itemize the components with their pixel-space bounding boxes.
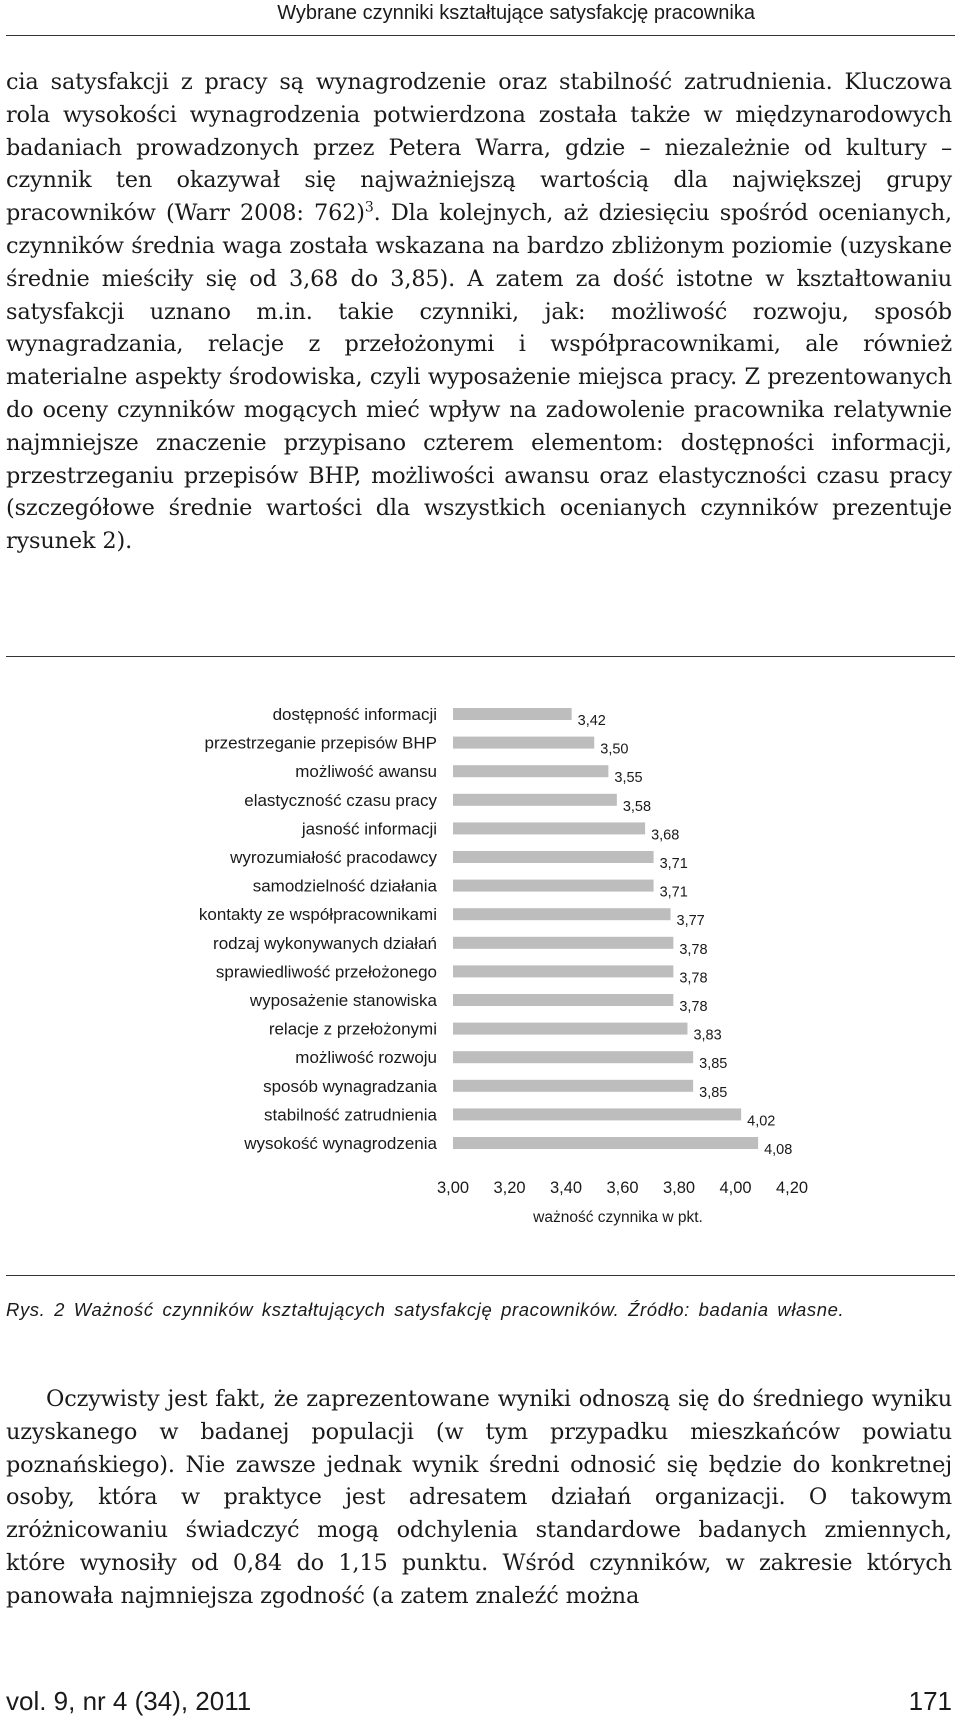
paragraph-1-text: cia satysfakcji z pracy są wynagrodzenie oraz stabilność zatrudnienia. Kluczowa rola wysokości wynagrodzenia potwierdzona została także w międzynarodowych badaniach prowadzonych przez Petera Warra, gdzie – niezależnie od kultury – czynnik ten okazywał się najważniejszą wartością dla największej grupy pracowników (Warr 2008: 762) (6, 69, 952, 227)
category-label: wyrozumiałość pracodawcy (230, 848, 437, 867)
chart-x-ticks (437, 1179, 808, 1197)
running-head: Wybrane czynniki kształtujące satysfakcję pracownika (277, 2, 755, 24)
x-tick-label: 3,00 (436, 1179, 470, 1197)
data-label: 3,78 (679, 941, 708, 958)
chart-category-labels (199, 705, 438, 1153)
bar (453, 880, 654, 892)
bar (453, 1080, 693, 1092)
data-label: 4,08 (764, 1142, 793, 1158)
category-label: sposób wynagradzania (263, 1076, 437, 1096)
chart-bars (453, 708, 758, 1149)
category-label: relacje z przełożonymi (268, 1019, 437, 1039)
data-label: 3,85 (699, 1084, 728, 1101)
data-label: 3,78 (679, 970, 708, 987)
paragraph-2: Oczywisty jest fakt, że zaprezentowane wyniki odnoszą się do średniego wyniku uzyskanego w badanej populacji (w tym przypadku mieszkańców powiatu poznańskiego). Nie zawsze jednak wynik średni odnosić się będzie do konkretnej osoby, która w praktyce jest adresatem działań organizacji. O takowym zróżnicowaniu świadczyć mogą odchylenia standardowe badanych zmiennych, które wynosiły od 0,84 do 1,15 punktu. Wśród czynników, w zakresie których panowała najmniejsza zgodność (a zatem znaleźć można (6, 1386, 952, 1609)
category-label: sprawiedliwość przełożonego (215, 962, 437, 982)
data-label: 3,77 (676, 913, 705, 930)
figure-caption: Rys. 2 Ważność czynników kształtujących satysfakcję pracowników. Źródło: badania własne. (6, 1299, 845, 1320)
x-tick-label: 3,80 (662, 1179, 696, 1197)
data-label: 3,42 (577, 713, 606, 729)
x-axis-label: ważność czynnika w pkt. (533, 1209, 703, 1226)
footnote-ref-3: 3 (364, 199, 374, 216)
data-label: 3,55 (614, 770, 643, 787)
data-label: 3,71 (659, 856, 688, 872)
category-label: przestrzeganie przepisów BHP (204, 733, 437, 753)
category-label: możliwość rozwoju (295, 1048, 437, 1068)
category-label: wyposażenie stanowiska (249, 991, 437, 1010)
x-tick-label: 3,60 (606, 1179, 639, 1197)
x-tick-label: 4,20 (775, 1179, 809, 1197)
header-rule (6, 35, 955, 36)
bar (453, 1051, 693, 1063)
category-label: elastyczność czasu pracy (244, 790, 437, 810)
category-label: samodzielność działania (252, 876, 437, 896)
category-label: wysokość wynagrodzenia (244, 1134, 437, 1153)
category-label: możliwość awansu (295, 762, 437, 782)
paragraph-1 (6, 66, 952, 558)
bar (453, 1137, 758, 1149)
data-label: 3,78 (679, 999, 708, 1015)
paragraph-1-text-cont: . Dla kolejnych, aż dziesięciu spośród ocenianych, czynników średnia waga została wskazana na bardzo zbliżonym poziomie (uzyskane średnie mieściły się od 3,68 do 3,85). A zatem za dość istotne w kształtowaniu satysfakcji uznano m.in. takie czynniki, jak: możliwość rozwoju, sposób wynagradzania, relacje z przełożonymi i współpracownikami, ale również materialne aspekty środowiska, czyli wyposażenie miejsca pracy. Z prezentowanych do oceny czynników mogących mieć wpływ na zadowolenie pracownika relatywnie najmniejsze znaczenie przypisano czterem elementom: dostępności informacji, przestrzeganiu przepisów BHP, możliwości awansu oraz elastyczności czasu pracy (szczegółowe średnie wartości dla wszystkich ocenianych czynników prezentuje rysunek 2). (6, 200, 952, 555)
category-label: kontakty ze współpracownikami (198, 905, 437, 925)
data-label: 3,50 (600, 741, 629, 758)
bar (453, 1023, 687, 1035)
data-label: 3,58 (622, 798, 652, 815)
x-tick-label: 4,00 (719, 1179, 752, 1197)
bar (453, 765, 608, 777)
data-label: 3,71 (659, 884, 688, 901)
bar (453, 737, 594, 749)
data-label: 3,83 (693, 1027, 722, 1044)
category-label: stabilność zatrudnienia (264, 1105, 437, 1125)
bar (453, 794, 617, 806)
page-footer (6, 1686, 952, 1716)
x-tick-label: 3,40 (549, 1179, 583, 1197)
category-label: rodzaj wykonywanych działań (213, 933, 437, 953)
bar (453, 1108, 741, 1120)
data-label: 4,02 (747, 1113, 776, 1130)
bar (453, 994, 673, 1006)
bar (453, 851, 654, 863)
figure-top-rule (6, 656, 955, 657)
bar (453, 937, 673, 949)
bar (453, 822, 645, 834)
bar (453, 908, 671, 920)
x-tick-label: 3,20 (493, 1179, 526, 1197)
category-label: jasność informacji (301, 819, 437, 839)
category-label: dostępność informacji (272, 705, 437, 724)
page-number: 171 (908, 1686, 952, 1716)
journal-issue: vol. 9, nr 4 (34), 2011 (6, 1686, 252, 1716)
bar (453, 708, 572, 720)
figure-bottom-rule (6, 1275, 955, 1276)
bar-chart (0, 690, 960, 1250)
data-label: 3,85 (699, 1056, 728, 1073)
data-label: 3,68 (651, 827, 680, 844)
bar (453, 965, 673, 977)
